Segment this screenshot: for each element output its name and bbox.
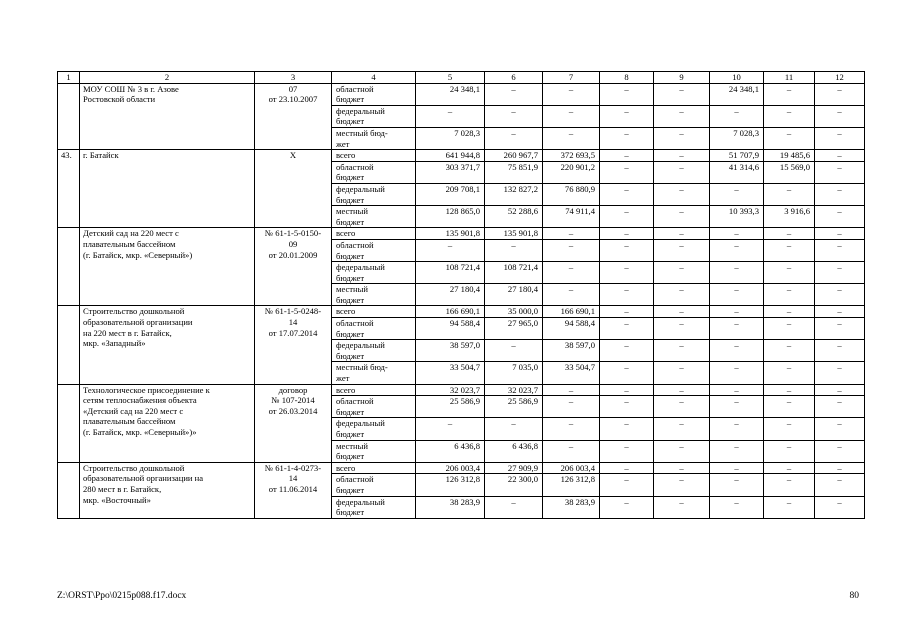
funding-source-cell: областной бюджет	[332, 396, 416, 418]
value-cell: –	[543, 262, 600, 284]
value-cell: 132 827,2	[485, 183, 543, 205]
value-cell: 166 690,1	[543, 306, 600, 318]
table-row	[58, 150, 865, 162]
value-cell: –	[710, 384, 764, 396]
value-cell: –	[815, 284, 865, 306]
value-cell: –	[654, 262, 710, 284]
value-cell: –	[600, 284, 654, 306]
value-cell: –	[710, 183, 764, 205]
value-cell: –	[764, 396, 815, 418]
value-cell: –	[600, 440, 654, 462]
value-cell: 75 851,9	[485, 161, 543, 183]
value-cell: 33 504,7	[416, 362, 485, 384]
value-cell: –	[710, 318, 764, 340]
column-number-cell: 5	[416, 72, 485, 84]
value-cell: 108 721,4	[416, 262, 485, 284]
value-cell: 260 967,7	[485, 150, 543, 162]
funding-source-cell: всего	[332, 462, 416, 474]
value-cell: –	[710, 340, 764, 362]
value-cell: –	[710, 239, 764, 261]
row-number-cell	[58, 83, 80, 150]
value-cell: –	[600, 418, 654, 440]
column-number-cell: 10	[710, 72, 764, 84]
value-cell: –	[654, 496, 710, 518]
value-cell: –	[764, 418, 815, 440]
value-cell: 38 283,9	[416, 496, 485, 518]
table-row	[58, 83, 865, 105]
value-cell: –	[485, 239, 543, 261]
value-cell: –	[600, 340, 654, 362]
row-number-cell	[58, 384, 80, 462]
value-cell: 209 708,1	[416, 183, 485, 205]
value-cell: –	[710, 440, 764, 462]
funding-source-cell: всего	[332, 228, 416, 240]
value-cell: –	[710, 105, 764, 127]
value-cell: –	[815, 384, 865, 396]
value-cell: –	[710, 362, 764, 384]
value-cell: –	[485, 418, 543, 440]
value-cell: –	[654, 474, 710, 496]
value-cell: 126 312,8	[416, 474, 485, 496]
value-cell: 35 000,0	[485, 306, 543, 318]
value-cell: –	[543, 418, 600, 440]
value-cell: –	[600, 496, 654, 518]
document-cell: 07 от 23.10.2007	[255, 83, 332, 150]
value-cell: 7 028,3	[710, 127, 764, 149]
column-number-cell: 12	[815, 72, 865, 84]
value-cell: –	[764, 306, 815, 318]
value-cell: 51 707,9	[710, 150, 764, 162]
value-cell: –	[764, 284, 815, 306]
value-cell: –	[600, 83, 654, 105]
funding-source-cell: федеральный бюджет	[332, 340, 416, 362]
column-number-cell: 9	[654, 72, 710, 84]
value-cell: 27 965,0	[485, 318, 543, 340]
document-cell: № 61-1-4-0273- 14 от 11.06.2014	[255, 462, 332, 518]
value-cell: 6 436,8	[485, 440, 543, 462]
row-number-cell	[58, 462, 80, 518]
value-cell: –	[543, 284, 600, 306]
value-cell: –	[815, 306, 865, 318]
row-number-cell	[58, 228, 80, 306]
value-cell: –	[764, 183, 815, 205]
table-row	[58, 228, 865, 240]
value-cell: –	[600, 183, 654, 205]
value-cell: 76 880,9	[543, 183, 600, 205]
value-cell: –	[764, 239, 815, 261]
page-number: 80	[849, 591, 859, 601]
value-cell: –	[654, 340, 710, 362]
value-cell: –	[654, 462, 710, 474]
value-cell: 3 916,6	[764, 206, 815, 228]
table-body	[58, 72, 865, 519]
value-cell: –	[654, 206, 710, 228]
value-cell: 32 023,7	[485, 384, 543, 396]
funding-source-cell: федеральный бюджет	[332, 496, 416, 518]
document-cell: № 61-1-5-0150- 09 от 20.01.2009	[255, 228, 332, 306]
value-cell: –	[764, 340, 815, 362]
value-cell: –	[710, 496, 764, 518]
funding-source-cell: местный бюд- жет	[332, 127, 416, 149]
column-number-cell: 2	[80, 72, 255, 84]
table-row	[58, 384, 865, 396]
value-cell: –	[764, 262, 815, 284]
value-cell: –	[485, 83, 543, 105]
value-cell: –	[416, 239, 485, 261]
value-cell: 220 901,2	[543, 161, 600, 183]
value-cell: –	[543, 228, 600, 240]
value-cell: –	[815, 105, 865, 127]
value-cell: –	[815, 496, 865, 518]
funding-source-cell: местный бюд- жет	[332, 362, 416, 384]
document-cell: № 61-1-5-0248- 14 от 17.07.2014	[255, 306, 332, 384]
value-cell: –	[764, 384, 815, 396]
value-cell: –	[815, 206, 865, 228]
object-name-cell: г. Батайск	[80, 150, 255, 228]
funding-source-cell: всего	[332, 150, 416, 162]
value-cell: 25 586,9	[416, 396, 485, 418]
value-cell: –	[764, 105, 815, 127]
value-cell: –	[710, 228, 764, 240]
value-cell: –	[416, 418, 485, 440]
value-cell: 38 597,0	[416, 340, 485, 362]
object-name-cell: МОУ СОШ № 3 в г. Азове Ростовской области	[80, 83, 255, 150]
value-cell: –	[600, 318, 654, 340]
value-cell: –	[710, 418, 764, 440]
column-number-cell: 6	[485, 72, 543, 84]
value-cell: –	[600, 396, 654, 418]
value-cell: 38 283,9	[543, 496, 600, 518]
value-cell: –	[543, 396, 600, 418]
value-cell: –	[815, 239, 865, 261]
value-cell: –	[654, 239, 710, 261]
value-cell: –	[815, 150, 865, 162]
value-cell: –	[654, 161, 710, 183]
funding-source-cell: областной бюджет	[332, 239, 416, 261]
column-number-cell: 11	[764, 72, 815, 84]
value-cell: 641 944,8	[416, 150, 485, 162]
value-cell: –	[654, 83, 710, 105]
document-cell: договор № 107-2014 от 26.03.2014	[255, 384, 332, 462]
object-name-cell: Детский сад на 220 мест с плавательным бассейном (г. Батайск, мкр. «Северный»)	[80, 228, 255, 306]
value-cell: –	[815, 340, 865, 362]
table-row	[58, 306, 865, 318]
value-cell: –	[815, 161, 865, 183]
value-cell: –	[485, 127, 543, 149]
value-cell: –	[600, 206, 654, 228]
value-cell: –	[764, 318, 815, 340]
value-cell: 7 028,3	[416, 127, 485, 149]
value-cell: –	[600, 150, 654, 162]
value-cell: 74 911,4	[543, 206, 600, 228]
funding-source-cell: всего	[332, 306, 416, 318]
funding-source-cell: федеральный бюджет	[332, 418, 416, 440]
value-cell: 206 003,4	[543, 462, 600, 474]
funding-source-cell: местный бюджет	[332, 206, 416, 228]
value-cell: –	[543, 239, 600, 261]
funding-source-cell: областной бюджет	[332, 474, 416, 496]
value-cell: –	[764, 228, 815, 240]
value-cell: –	[654, 440, 710, 462]
value-cell: –	[654, 127, 710, 149]
column-number-cell: 4	[332, 72, 416, 84]
value-cell: –	[815, 396, 865, 418]
value-cell: –	[600, 239, 654, 261]
object-name-cell: Строительство дошкольной образовательной организации на 280 мест в г. Батайск, мкр. «Восточный»	[80, 462, 255, 518]
value-cell: 15 569,0	[764, 161, 815, 183]
value-cell: –	[654, 362, 710, 384]
value-cell: –	[815, 228, 865, 240]
value-cell: 303 371,7	[416, 161, 485, 183]
value-cell: –	[485, 496, 543, 518]
value-cell: –	[485, 105, 543, 127]
value-cell: –	[654, 418, 710, 440]
value-cell: 24 348,1	[710, 83, 764, 105]
value-cell: 7 035,0	[485, 362, 543, 384]
value-cell: –	[600, 105, 654, 127]
value-cell: –	[416, 105, 485, 127]
document-cell: Х	[255, 150, 332, 228]
value-cell: –	[815, 318, 865, 340]
value-cell: –	[815, 183, 865, 205]
value-cell: 372 693,5	[543, 150, 600, 162]
funding-source-cell: местный бюджет	[332, 440, 416, 462]
value-cell: –	[600, 462, 654, 474]
value-cell: –	[654, 228, 710, 240]
value-cell: 126 312,8	[543, 474, 600, 496]
value-cell: 38 597,0	[543, 340, 600, 362]
column-number-cell: 3	[255, 72, 332, 84]
value-cell: –	[710, 262, 764, 284]
value-cell: –	[815, 362, 865, 384]
funding-source-cell: областной бюджет	[332, 161, 416, 183]
value-cell: 27 180,4	[416, 284, 485, 306]
value-cell: –	[600, 228, 654, 240]
value-cell: –	[600, 474, 654, 496]
value-cell: –	[543, 384, 600, 396]
value-cell: –	[815, 418, 865, 440]
column-number-header	[58, 72, 865, 84]
funding-source-cell: областной бюджет	[332, 83, 416, 105]
value-cell: –	[710, 474, 764, 496]
value-cell: –	[815, 440, 865, 462]
value-cell: 19 485,6	[764, 150, 815, 162]
funding-source-cell: федеральный бюджет	[332, 105, 416, 127]
value-cell: 25 586,9	[485, 396, 543, 418]
value-cell: 135 901,8	[416, 228, 485, 240]
value-cell: 27 180,4	[485, 284, 543, 306]
value-cell: 94 588,4	[416, 318, 485, 340]
value-cell: –	[600, 306, 654, 318]
value-cell: –	[543, 83, 600, 105]
value-cell: –	[543, 105, 600, 127]
funding-source-cell: федеральный бюджет	[332, 183, 416, 205]
footer-file-path: Z:\ORST\Ppo\0215p088.f17.docx	[57, 591, 187, 601]
value-cell: –	[764, 440, 815, 462]
value-cell: –	[485, 340, 543, 362]
value-cell: –	[654, 306, 710, 318]
row-number-cell: 43.	[58, 150, 80, 228]
value-cell: –	[654, 150, 710, 162]
value-cell: –	[543, 127, 600, 149]
funding-source-cell: всего	[332, 384, 416, 396]
value-cell: –	[764, 83, 815, 105]
value-cell: –	[600, 362, 654, 384]
value-cell: 41 314,6	[710, 161, 764, 183]
value-cell: 108 721,4	[485, 262, 543, 284]
value-cell: 166 690,1	[416, 306, 485, 318]
value-cell: –	[543, 440, 600, 462]
column-number-cell: 8	[600, 72, 654, 84]
value-cell: –	[654, 396, 710, 418]
value-cell: –	[815, 474, 865, 496]
funding-source-cell: областной бюджет	[332, 318, 416, 340]
column-number-cell: 7	[543, 72, 600, 84]
column-number-cell: 1	[58, 72, 80, 84]
value-cell: 128 865,0	[416, 206, 485, 228]
value-cell: –	[764, 496, 815, 518]
value-cell: –	[815, 462, 865, 474]
value-cell: –	[654, 105, 710, 127]
value-cell: 10 393,3	[710, 206, 764, 228]
value-cell: –	[815, 127, 865, 149]
table-row	[58, 462, 865, 474]
value-cell: –	[764, 127, 815, 149]
value-cell: –	[815, 262, 865, 284]
value-cell: –	[764, 474, 815, 496]
value-cell: –	[654, 318, 710, 340]
value-cell: –	[600, 262, 654, 284]
value-cell: –	[710, 306, 764, 318]
value-cell: –	[764, 462, 815, 474]
value-cell: –	[710, 284, 764, 306]
value-cell: 6 436,8	[416, 440, 485, 462]
funding-source-cell: федеральный бюджет	[332, 262, 416, 284]
value-cell: 27 909,9	[485, 462, 543, 474]
value-cell: –	[815, 83, 865, 105]
funding-source-cell: местный бюджет	[332, 284, 416, 306]
value-cell: –	[764, 362, 815, 384]
value-cell: –	[710, 462, 764, 474]
value-cell: –	[600, 127, 654, 149]
value-cell: –	[600, 384, 654, 396]
object-name-cell: Технологическое присоединение к сетям теплоснабжения объекта «Детский сад на 220 мест с плавательным бассейном (г. Батайск, мкр. «Северный»)»	[80, 384, 255, 462]
value-cell: 32 023,7	[416, 384, 485, 396]
row-number-cell	[58, 306, 80, 384]
value-cell: –	[600, 161, 654, 183]
value-cell: 22 300,0	[485, 474, 543, 496]
object-name-cell: Строительство дошкольной образовательной организации на 220 мест в г. Батайск, мкр. «Западный»	[80, 306, 255, 384]
value-cell: –	[654, 183, 710, 205]
value-cell: 135 901,8	[485, 228, 543, 240]
value-cell: 24 348,1	[416, 83, 485, 105]
value-cell: 206 003,4	[416, 462, 485, 474]
value-cell: –	[654, 284, 710, 306]
value-cell: –	[710, 396, 764, 418]
value-cell: 52 288,6	[485, 206, 543, 228]
value-cell: 94 588,4	[543, 318, 600, 340]
value-cell: 33 504,7	[543, 362, 600, 384]
budget-table	[57, 71, 865, 519]
value-cell: –	[654, 384, 710, 396]
